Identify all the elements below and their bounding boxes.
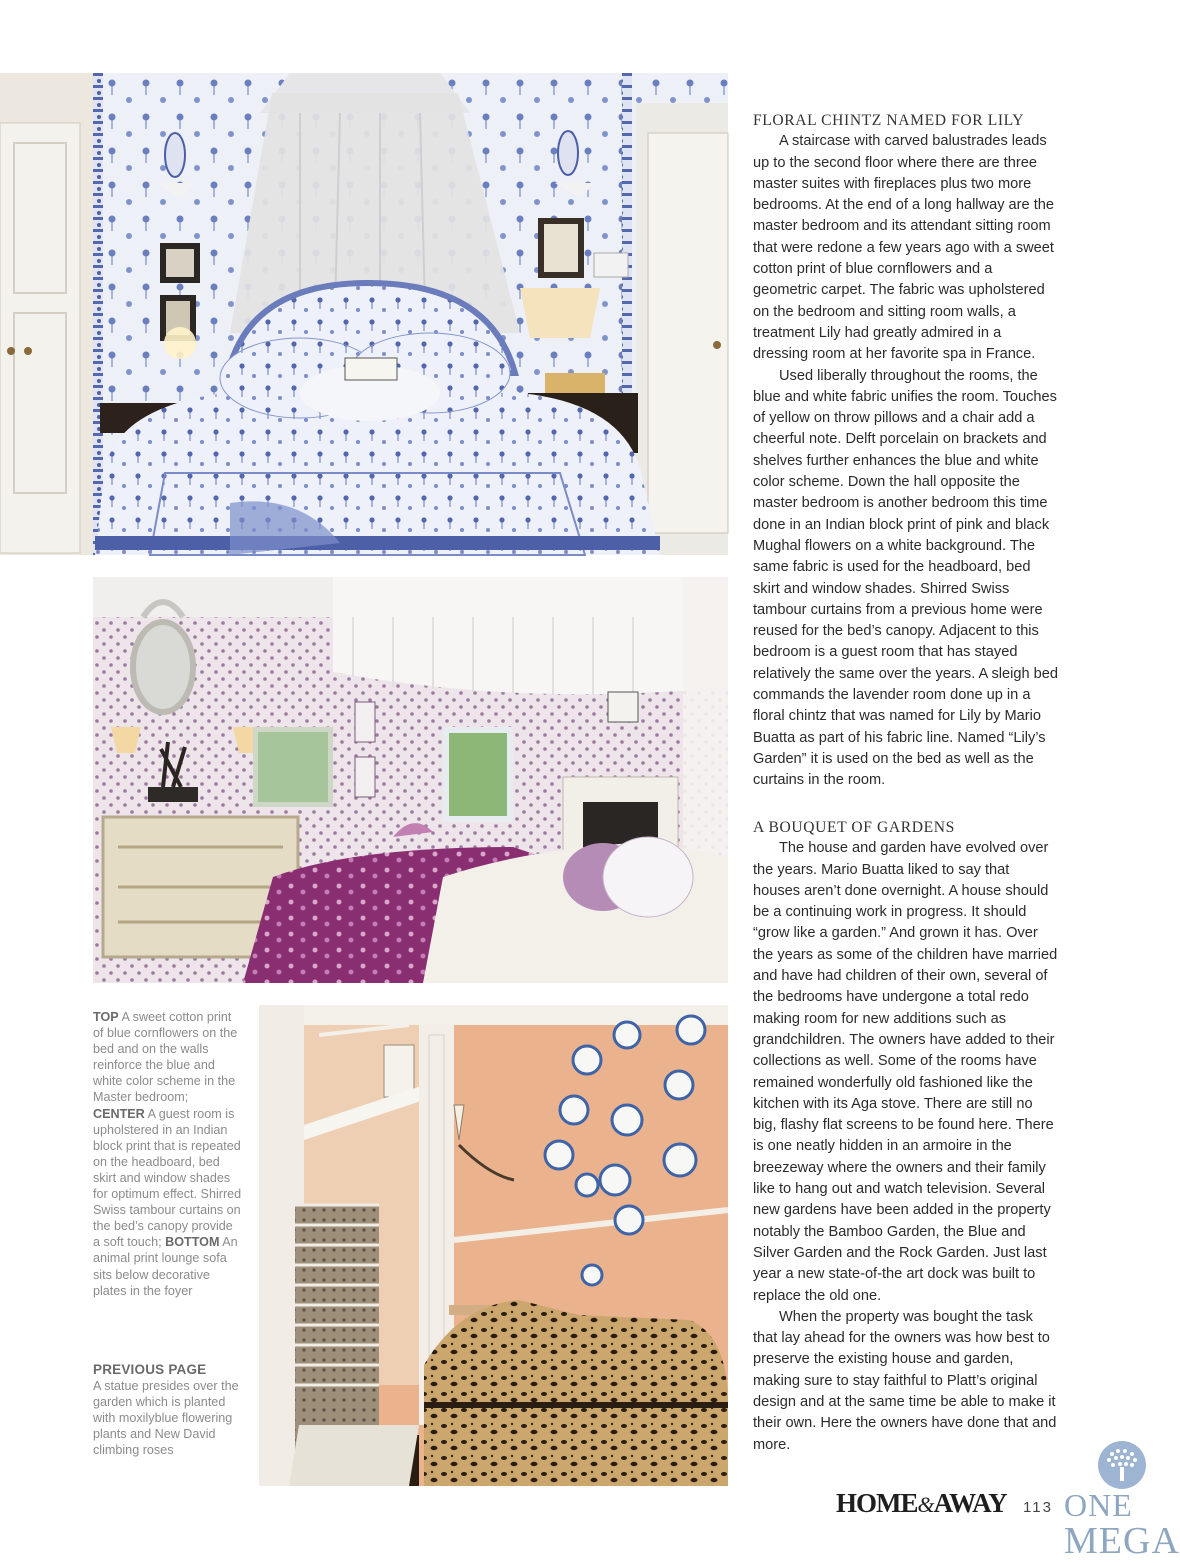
previous-page-label: PREVIOUS PAGE xyxy=(93,1362,207,1377)
article-section-floral-chintz xyxy=(753,110,1059,792)
watermark-line-1: ONE xyxy=(1064,1487,1133,1523)
caption-bottom-label: BOTTOM xyxy=(165,1235,220,1250)
article-paragraph: A staircase with carved balustrades leads up to the second floor where there are three master suites with fireplaces plus two more bedrooms. At the end of a long hallway are the master bedroom and its attendant sitting room that were redone a few years ago with a sweet cotton print of blue cornflowers and a geometric carpet. The fabric was upholstered on the bedroom and sitting room walls, a treatment Lily had greatly admired in a dressing room at her favorite spa in France. xyxy=(753,133,1054,363)
magazine-masthead xyxy=(836,1488,1007,1519)
photo-foyer xyxy=(259,1005,728,1486)
caption-bottom-text: An animal print lounge sofa sits below decorative plates in the foyer xyxy=(93,1235,238,1298)
watermark xyxy=(1064,1487,1180,1562)
page-number: 113 xyxy=(1023,1499,1053,1516)
section-heading: FLORAL CHINTZ NAMED FOR LILY xyxy=(753,112,1025,129)
caption-top-text: A sweet cotton print of blue cornflowers on the bed and on the walls reinforce the blue and white color scheme in the Master bedroom; xyxy=(93,1010,238,1105)
caption-top-label: TOP xyxy=(93,1010,119,1024)
previous-page-text: A statue presides over the garden which is planted with moxilyblue flowering plants and New David climbing roses xyxy=(93,1379,239,1458)
photo-caption xyxy=(93,1009,243,1299)
article-paragraph: When the property was bought the task that lay ahead for the owners was how best to preserve the existing house and garden, making sure to stay faithful to Platt’s original design and at the same time be able to make it their own. Here the owners have done that and more. xyxy=(753,1308,1057,1453)
masthead-home: HOME xyxy=(836,1488,918,1518)
photo-guest-room xyxy=(93,577,728,983)
caption-center-text: A guest room is upholstered in an Indian block print that is repeated on the headboard, bed skirt and window shades for optimum effect. Shirred Swiss tambour curtains on the bed’s canopy provide a soft touch; xyxy=(93,1106,242,1250)
masthead-away: AWAY xyxy=(933,1488,1007,1518)
section-heading: A BOUQUET OF GARDENS xyxy=(753,819,955,836)
watermark-line-2: MEGA xyxy=(1064,1520,1180,1562)
article-section-bouquet xyxy=(753,817,1059,1456)
article-paragraph: The house and garden have evolved over the years. Mario Buatta liked to say that houses aren’t done overnight. A house should be a continuing work in progress. It should “grow like a garden.” And grown it has. Over the years as some of the children have married and have had children of their own, several of the bedrooms have undergone a total redo making room for new additions such as grandchildren. The owners have added to their collections as well. Some of the rooms have remained wonderfully old fashioned like the kitchen with its Aga stove. There are still no big, flashy flat screens to be found here. There is one neatly hidden in an armoire in the breezeway where the owners and their family like to hang out and watch television. Several new gardens have been added in the property notably the Bamboo Garden, the Blue and Silver Garden and the Rock Garden. Just last year a new state-of-the art dock was built to replace the old one. xyxy=(753,840,1058,1304)
previous-page-caption xyxy=(93,1362,243,1459)
masthead-ampersand: & xyxy=(917,1492,934,1517)
tree-logo-icon xyxy=(1097,1440,1147,1490)
photo-master-bedroom xyxy=(0,73,728,555)
caption-center-label: CENTER xyxy=(93,1106,145,1121)
article-paragraph: Used liberally throughout the rooms, the blue and white fabric unifies the room. Touches of yellow on throw pillows and a chair add a cheerful note. Delft porcelain on brackets and shelves further enhances the blue and white color scheme. Down the hall opposite the master bedroom is another bedroom this time done in an Indian block print of pink and black Mughal flowers on a white background. The same fabric is used for the headboard, bed skirt and window shades. Shirred Swiss tambour curtains from a previous home were reused for the bed’s canopy. Adjacent to this bedroom is a guest room that has stayed relatively the same over the years. A sleigh bed commands the lavender room done up in a floral chintz that was named for Lily by Mario Buatta as part of his fabric line. Named “Lily’s Garden” it is used on the bed as well as the curtains in the room. xyxy=(753,367,1059,789)
